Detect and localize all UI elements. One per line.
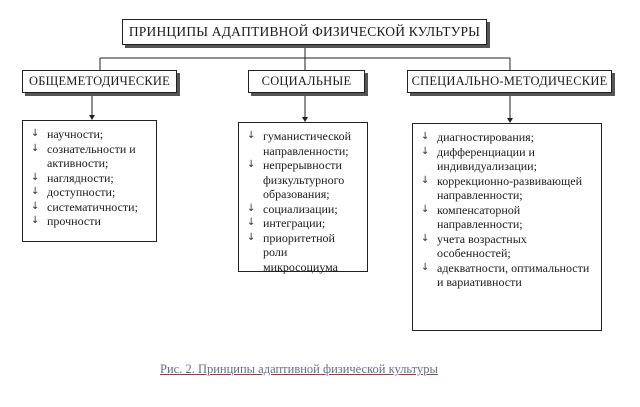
arrow-down-icon: ↓: [421, 261, 430, 273]
list-item-text: учета возрастных особенностей;: [437, 231, 527, 260]
list-item: [421, 261, 593, 290]
list-item-text: социализации;: [263, 201, 338, 216]
arrow-down-icon: ↓: [247, 159, 256, 170]
list-item: [421, 130, 593, 145]
principles-list-general: [22, 120, 157, 242]
arrow-down-icon: ↓: [31, 186, 40, 197]
category-label-special: СПЕЦИАЛЬНО-МЕТОДИЧЕСКИЕ: [411, 74, 608, 88]
list-item: [31, 200, 148, 215]
list-item-text: наглядности;: [47, 170, 114, 185]
list-item-text: диагностирования;: [437, 130, 535, 144]
list-item-text: интеграции;: [263, 216, 326, 230]
list-item: [31, 185, 148, 200]
figure-caption: [160, 362, 438, 377]
arrow-down-icon: ↓: [421, 232, 430, 244]
list-item-text: компенсаторной направленности;: [437, 202, 523, 231]
list-item: [31, 214, 148, 229]
list-item-text: гуманистической направленности;: [263, 129, 352, 158]
arrow-down-icon: ↓: [421, 174, 430, 186]
figure-caption-text: Рис. 2. Принципы адаптивной физической культуры: [160, 362, 438, 376]
list-item: [247, 216, 359, 231]
list-item: [421, 174, 593, 203]
list-item: [247, 129, 359, 158]
list-item: [247, 158, 359, 202]
list-item: [421, 145, 593, 174]
list-item: [247, 231, 359, 275]
principles-list-social: [238, 122, 368, 272]
arrow-down-icon: ↓: [421, 145, 430, 157]
arrow-down-icon: ↓: [247, 202, 256, 214]
list-item: [421, 232, 593, 261]
category-label-general: ОБЩЕМЕТОДИЧЕСКИЕ: [29, 74, 170, 88]
list-item: [31, 142, 148, 171]
arrow-down-icon: ↓: [247, 217, 256, 228]
list-item-text: систематичности;: [47, 199, 138, 214]
arrow-down-icon: ↓: [31, 142, 40, 154]
category-box-special: [407, 70, 612, 93]
list-item-text: прочности: [47, 214, 101, 228]
arrow-down-icon: ↓: [31, 171, 40, 183]
list-item: [421, 203, 593, 232]
list-item: [247, 202, 359, 217]
arrow-down-icon: ↓: [31, 200, 40, 212]
list-item-text: непрерывности физкультурного образования;: [263, 158, 345, 201]
list-item-text: сознательности и активности;: [47, 141, 136, 170]
list-item-text: доступности;: [47, 185, 116, 199]
list-item: [31, 171, 148, 186]
category-label-social: СОЦИАЛЬНЫЕ: [261, 74, 352, 88]
list-item-text: адекватности, оптимальности и вариативности: [437, 260, 590, 289]
category-box-general: [22, 70, 177, 93]
arrow-down-icon: ↓: [31, 215, 40, 226]
diagram-title: [122, 19, 487, 45]
principles-list-special: [412, 123, 602, 331]
arrow-down-icon: ↓: [247, 231, 256, 243]
diagram-title-text: ПРИНЦИПЫ АДАПТИВНОЙ ФИЗИЧЕСКОЙ КУЛЬТУРЫ: [128, 24, 481, 39]
list-item: [31, 127, 148, 142]
arrow-down-icon: ↓: [247, 130, 256, 141]
arrow-down-icon: ↓: [421, 203, 430, 215]
list-item-text: научности;: [47, 127, 104, 141]
list-item-text: дифференциации и индивидуализации;: [437, 144, 537, 173]
list-item-text: приоритетной роли микросоциума: [263, 230, 338, 274]
arrow-down-icon: ↓: [31, 128, 40, 139]
arrow-down-icon: ↓: [421, 131, 430, 142]
category-box-social: [248, 70, 365, 93]
list-item-text: коррекционно-развивающей направленности;: [437, 173, 583, 202]
